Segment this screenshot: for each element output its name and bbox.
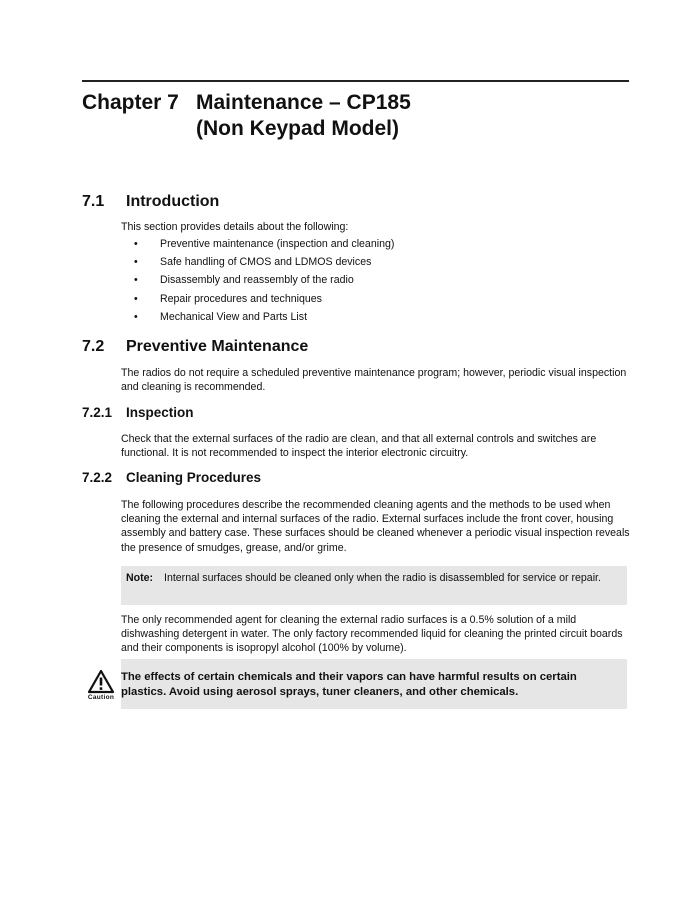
- note-box: [121, 566, 627, 605]
- bullet-icon: •: [134, 292, 138, 305]
- list-item: • Disassembly and reassembly of the radio: [134, 274, 354, 287]
- bullet-icon: •: [134, 256, 138, 269]
- chapter-title: [196, 90, 616, 142]
- section-number: 7.2: [82, 338, 105, 355]
- warning-triangle-icon: [85, 668, 117, 694]
- chapter-rule: [82, 80, 629, 82]
- preventive-paragraph: The radios do not require a scheduled preventive maintenance program; however, periodic visual inspection and cleaning is recommended.: [121, 367, 627, 394]
- chapter-number: Chapter 7: [82, 91, 179, 114]
- list-item: • Preventive maintenance (inspection and cleaning): [134, 238, 395, 250]
- cleaning-agent-paragraph: The only recommended agent for cleaning the external radio surfaces is a 0.5% solution of a mild dishwashing detergent in water. The only factory recommended liquid for cleaning the printed circuit boards and their components is isopropyl alcohol (100% by volume).: [121, 614, 623, 655]
- cleaning-paragraph: The following procedures describe the recommended cleaning agents and the methods to be used when cleaning the external and internal surfaces of the radio. External surfaces include the front cover, housing assembly and battery case. These surfaces should be cleaned whenever a periodic visual inspection reveals the presence of smudges, grease, and/or grime.: [121, 499, 630, 554]
- section-number: 7.2.1: [82, 405, 113, 420]
- inspection-paragraph: Check that the external surfaces of the radio are clean, and that all external controls and switches are functional. It is not recommended to inspect the interior electronic circuitry.: [121, 433, 597, 460]
- section-number: 7.1: [82, 193, 105, 210]
- intro-paragraph: This section provides details about the following:: [121, 221, 349, 233]
- note-text: Internal surfaces should be cleaned only when the radio is disassembled for service or repair.: [164, 572, 601, 584]
- section-title: Inspection: [126, 405, 194, 420]
- topic-list: [121, 237, 621, 328]
- caution-box: [121, 659, 627, 709]
- chapter-title-line2: (Non Keypad Model): [196, 117, 399, 140]
- caution-icon-label: Caution: [87, 694, 115, 701]
- section-number: 7.2.2: [82, 470, 113, 485]
- section-title: Preventive Maintenance: [126, 338, 309, 355]
- bullet-icon: •: [134, 310, 138, 323]
- list-item: • Mechanical View and Parts List: [134, 310, 308, 323]
- list-item: • Safe handling of CMOS and LDMOS devices: [134, 256, 372, 269]
- bullet-icon: •: [134, 274, 138, 287]
- section-title: Cleaning Procedures: [126, 470, 262, 485]
- caution-text: The effects of certain chemicals and their vapors can have harmful results on certain plastics. Avoid using aerosol sprays, tuner cleaners, and other chemicals.: [121, 671, 577, 698]
- list-item: • Repair procedures and techniques: [134, 292, 322, 305]
- caution-icon: [85, 668, 117, 704]
- section-title: Introduction: [126, 193, 220, 210]
- note-label: Note:: [126, 572, 154, 584]
- bullet-icon: •: [134, 238, 138, 250]
- chapter-title-line1: Maintenance – CP185: [196, 91, 411, 114]
